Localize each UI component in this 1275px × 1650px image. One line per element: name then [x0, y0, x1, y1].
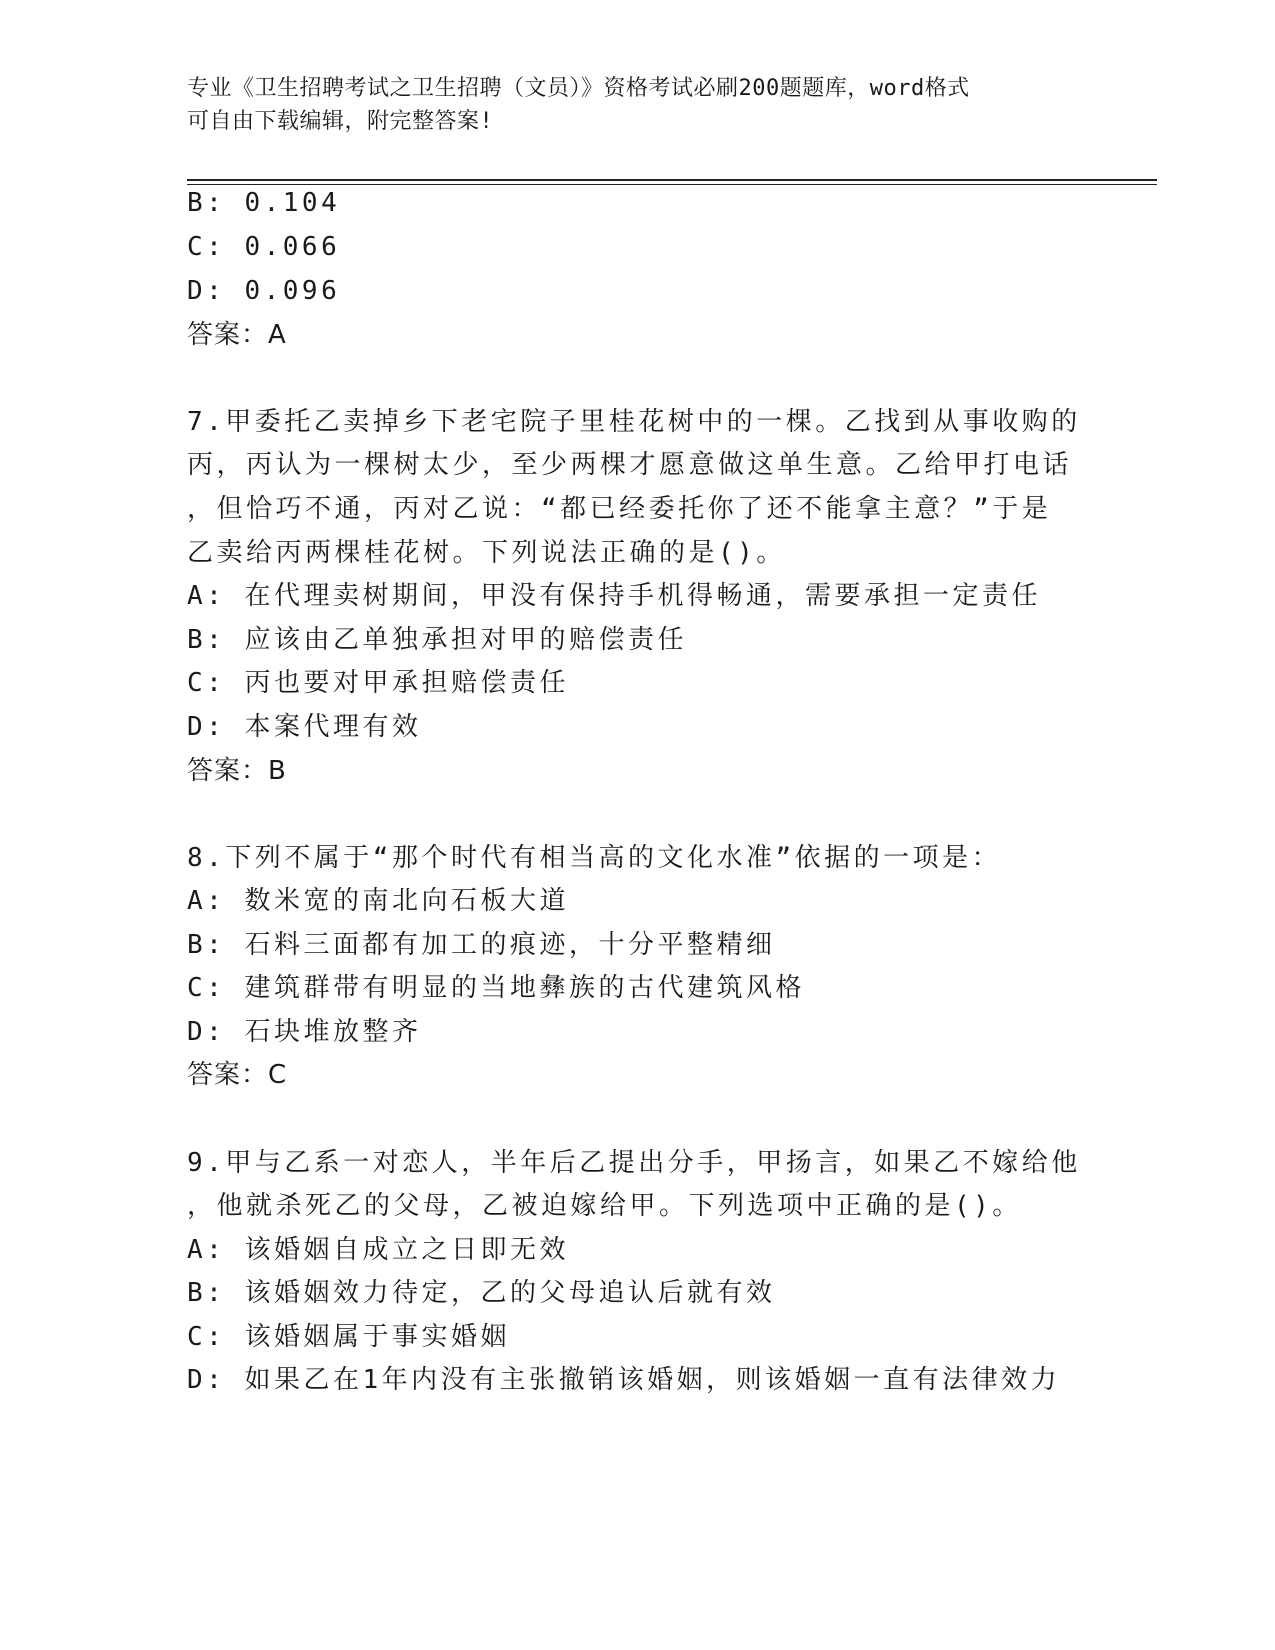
header-divider-thin	[187, 184, 1157, 185]
q8-option-c: C: 建筑群带有明显的当地彝族的古代建筑风格	[187, 973, 805, 1003]
q8-option-a: A: 数米宽的南北向石板大道	[187, 886, 569, 916]
q7-option-a: A: 在代理卖树期间，甲没有保持手机得畅通，需要承担一定责任	[187, 581, 1041, 611]
q7-option-b: B: 应该由乙单独承担对甲的赔偿责任	[187, 625, 687, 655]
q7-option-d: D: 本案代理有效	[187, 712, 422, 742]
q9-stem-line-1: 9.甲与乙系一对恋人，半年后乙提出分手，甲扬言，如果乙不嫁给他	[187, 1148, 1081, 1178]
q7-stem-line-1: 7.甲委托乙卖掉乡下老宅院子里桂花树中的一棵。乙找到从事收购的	[187, 407, 1081, 437]
q7-stem-line-2: 丙，丙认为一棵树太少，至少两棵才愿意做这单生意。乙给甲打电话	[187, 450, 1073, 480]
q6-option-b: B: 0.104	[187, 188, 341, 218]
q9-option-d: D: 如果乙在1年内没有主张撤销该婚姻，则该婚姻一直有法律效力	[187, 1365, 1061, 1395]
q8-option-d: D: 石块堆放整齐	[187, 1017, 422, 1047]
page-header	[187, 72, 1087, 138]
q9-option-c: C: 该婚姻属于事实婚姻	[187, 1322, 510, 1352]
q8-option-b: B: 石料三面都有加工的痕迹，十分平整精细	[187, 930, 776, 960]
q8-answer: 答案：C	[187, 1060, 288, 1090]
header-divider-thick	[187, 179, 1157, 181]
q7-option-c: C: 丙也要对甲承担赔偿责任	[187, 668, 569, 698]
q8-stem-line-1: 8.下列不属于“那个时代有相当高的文化水准”依据的一项是：	[187, 843, 1002, 873]
q7-stem-line-4: 乙卖给丙两棵桂花树。下列说法正确的是()。	[187, 538, 786, 568]
header-line-2: 可自由下载编辑，附完整答案!	[187, 109, 494, 134]
q7-stem-line-3: ，但恰巧不通，丙对乙说：“都已经委托你了还不能拿主意？”于是	[187, 494, 1052, 524]
q6-option-c: C: 0.066	[187, 232, 341, 262]
header-line-1: 专业《卫生招聘考试之卫生招聘（文员）》资格考试必刷200题题库，word格式	[187, 76, 970, 101]
q7-answer: 答案：B	[187, 756, 287, 786]
q9-option-b: B: 该婚姻效力待定，乙的父母追认后就有效	[187, 1278, 776, 1308]
q9-stem-line-2: ，他就杀死乙的父母，乙被迫嫁给甲。下列选项中正确的是()。	[187, 1191, 1022, 1221]
q6-answer: 答案：A	[187, 320, 287, 350]
q6-option-d: D: 0.096	[187, 276, 341, 306]
q9-option-a: A: 该婚姻自成立之日即无效	[187, 1235, 569, 1265]
